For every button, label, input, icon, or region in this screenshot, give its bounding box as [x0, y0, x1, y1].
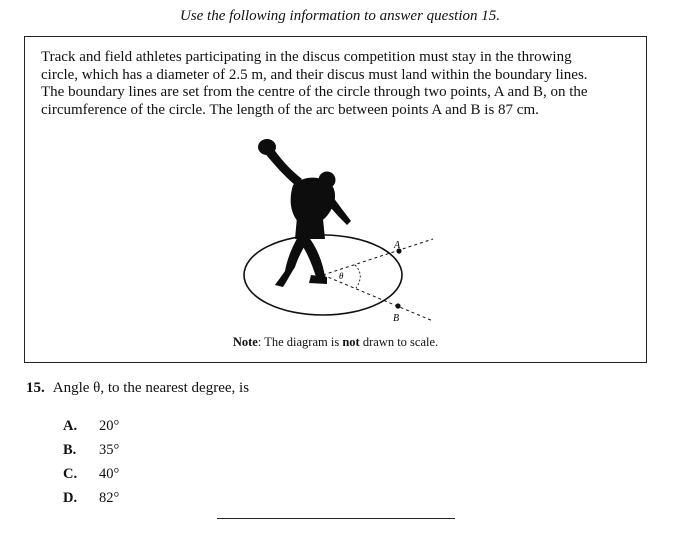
question-number: 15.: [26, 380, 45, 396]
option-letter: B.: [63, 442, 77, 458]
info-line-4: circumference of the circle. The length of the arc between points A and B is 87 cm.: [41, 101, 539, 118]
information-box: [24, 36, 647, 363]
option-letter: D.: [63, 490, 78, 506]
label-theta: θ: [339, 271, 344, 281]
note-label: Note: [232, 335, 258, 349]
label-b: B: [393, 313, 400, 324]
option-value: 20°: [99, 418, 120, 434]
note-emphasis: not: [342, 335, 360, 349]
point-b: [395, 303, 400, 308]
diagram-note: [25, 335, 646, 350]
option-letter: A.: [63, 418, 78, 434]
boundary-line-a: [323, 239, 433, 275]
option-value: 35°: [99, 442, 120, 458]
question-text: Angle θ, to the nearest degree, is: [52, 380, 250, 396]
note-text-2: drawn to scale.: [359, 335, 439, 349]
intro-instruction: Use the following information to answer question 15.: [179, 8, 500, 24]
answer-option-d[interactable]: [63, 490, 119, 507]
end-rule-divider: [217, 518, 455, 519]
answer-option-c[interactable]: [63, 466, 119, 483]
angle-arc: [355, 265, 360, 288]
note-text-1: : The diagram is: [257, 335, 343, 349]
option-value: 82°: [99, 490, 120, 506]
info-line-2: circle, which has a diameter of 2.5 m, and their discus must land within the boundary lines.: [41, 66, 588, 83]
discus-diagram: [25, 37, 648, 364]
info-line-3: The boundary lines are set from the centre of the circle through two points, A and B, on the: [41, 84, 588, 100]
answer-option-b[interactable]: [63, 442, 119, 459]
option-value: 40°: [99, 466, 120, 482]
athlete-silhouette: [258, 139, 351, 287]
info-line-1: Track and field athletes participating in the discus competition must stay in the throwing: [41, 49, 572, 65]
question-stem: [26, 380, 249, 397]
option-letter: C.: [63, 466, 78, 482]
answer-option-a[interactable]: [63, 418, 119, 435]
label-a: A: [394, 240, 401, 251]
